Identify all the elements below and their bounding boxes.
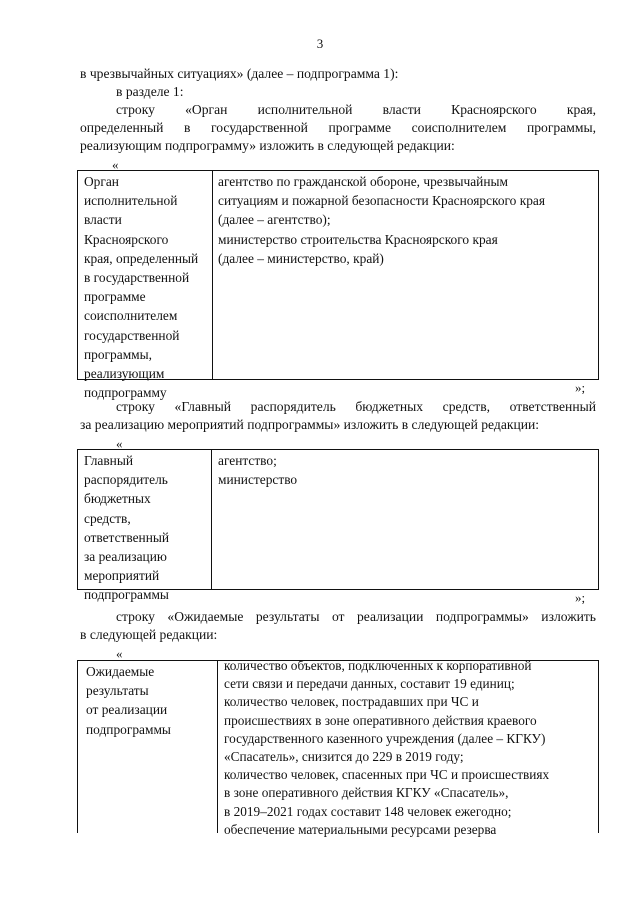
cell-line: Ожидаемые [86, 664, 155, 679]
cell-line: средств, [84, 510, 131, 526]
cell-line: в 2019–2021 годах составит 148 человек ежегодно; [224, 803, 512, 819]
paragraph-line: за реализацию мероприятий подпрограммы» изложить в следующей редакции: [80, 417, 540, 432]
table-left-cell [86, 662, 171, 739]
cell-line: ситуациям и пожарной безопасности Красноярского края [218, 193, 546, 209]
cell-line: происшествиях в зоне оперативного действия краевого [224, 712, 537, 728]
paragraph-line: в следующей редакции: [80, 627, 218, 642]
cell-line: за реализацию [84, 549, 167, 565]
cell-line: края, определенный [84, 250, 199, 266]
open-quote: « [116, 646, 123, 661]
cell-line: от реализации [86, 702, 168, 718]
cell-line: министерство [218, 472, 298, 488]
open-quote: « [112, 157, 119, 172]
intro-line: в чрезвычайных ситуациях» (далее – подпрограмма 1): [80, 66, 399, 81]
close-quote: »; [575, 590, 586, 605]
cell-line: обеспечение материальными ресурсами резерва [224, 821, 497, 837]
cell-line: агентство по гражданской обороне, чрезвычайным [218, 174, 508, 189]
cell-line: результаты [86, 683, 149, 699]
cell-line: «Спасатель», снизится до 229 в 2019 году; [224, 749, 464, 765]
cell-line: программы, [84, 346, 152, 362]
table-right-cell [218, 172, 545, 268]
cell-line: подпрограммы [84, 587, 169, 603]
cell-line: количество человек, спасенных при ЧС и происшествиях [224, 767, 550, 783]
cell-line: подпрограммы [86, 721, 171, 737]
cell-line: Главный [84, 453, 134, 468]
table-right-cell [224, 657, 549, 839]
cell-line: мероприятий [84, 568, 160, 584]
page-number: 3 [316, 36, 324, 51]
table-budget-manager [77, 449, 599, 603]
paragraph-line: реализующим подпрограмму» изложить в следующей редакции: [80, 138, 455, 153]
close-quote: »; [575, 380, 586, 395]
cell-line: количество объектов, подключенных к корпоративной [224, 658, 532, 673]
cell-line: количество человек, пострадавших при ЧС и [224, 694, 479, 710]
cell-line: в зоне оперативного действия КГКУ «Спасатель», [224, 785, 509, 801]
paragraph-line: строку «Орган исполнительной власти Красноярского края, [116, 102, 596, 117]
cell-line: ответственный [84, 529, 170, 545]
cell-line: власти [84, 212, 122, 228]
cell-line: Красноярского [84, 231, 169, 247]
open-quote: « [116, 436, 123, 451]
table-right-cell [218, 451, 297, 489]
paragraph-line: строку «Ожидаемые результаты от реализации подпрограммы» изложить [116, 609, 596, 624]
cell-line: (далее – агентство); [218, 212, 331, 228]
cell-line: Орган [84, 174, 119, 189]
cell-line: соисполнителем [84, 308, 178, 324]
cell-line: сети связи и передачи данных, составит 19 единиц; [224, 676, 515, 692]
table-responsible-body [77, 170, 599, 401]
section-line: в разделе 1: [116, 84, 184, 99]
table-left-cell [84, 451, 169, 605]
paragraph-line: строку «Главный распорядитель бюджетных средств, ответственный [116, 399, 596, 414]
cell-line: государственной [84, 327, 180, 343]
cell-line: распорядитель [84, 472, 168, 488]
cell-line: (далее – министерство, край) [218, 250, 384, 266]
cell-line: бюджетных [84, 491, 151, 507]
table-left-cell [84, 172, 198, 402]
paragraph-line: определенный в государственной программе соисполнителем программы, [80, 120, 596, 135]
cell-line: государственного казенного учреждения (далее – КГКУ) [224, 730, 546, 746]
cell-line: агентство; [218, 453, 277, 468]
cell-line: подпрограмму [84, 385, 167, 401]
cell-line: в государственной [84, 270, 190, 286]
cell-line: исполнительной [84, 193, 178, 209]
table-expected-results [77, 658, 599, 837]
cell-line: министерство строительства Красноярского края [218, 231, 498, 247]
cell-line: реализующим [84, 366, 165, 382]
cell-line: программе [84, 289, 146, 305]
